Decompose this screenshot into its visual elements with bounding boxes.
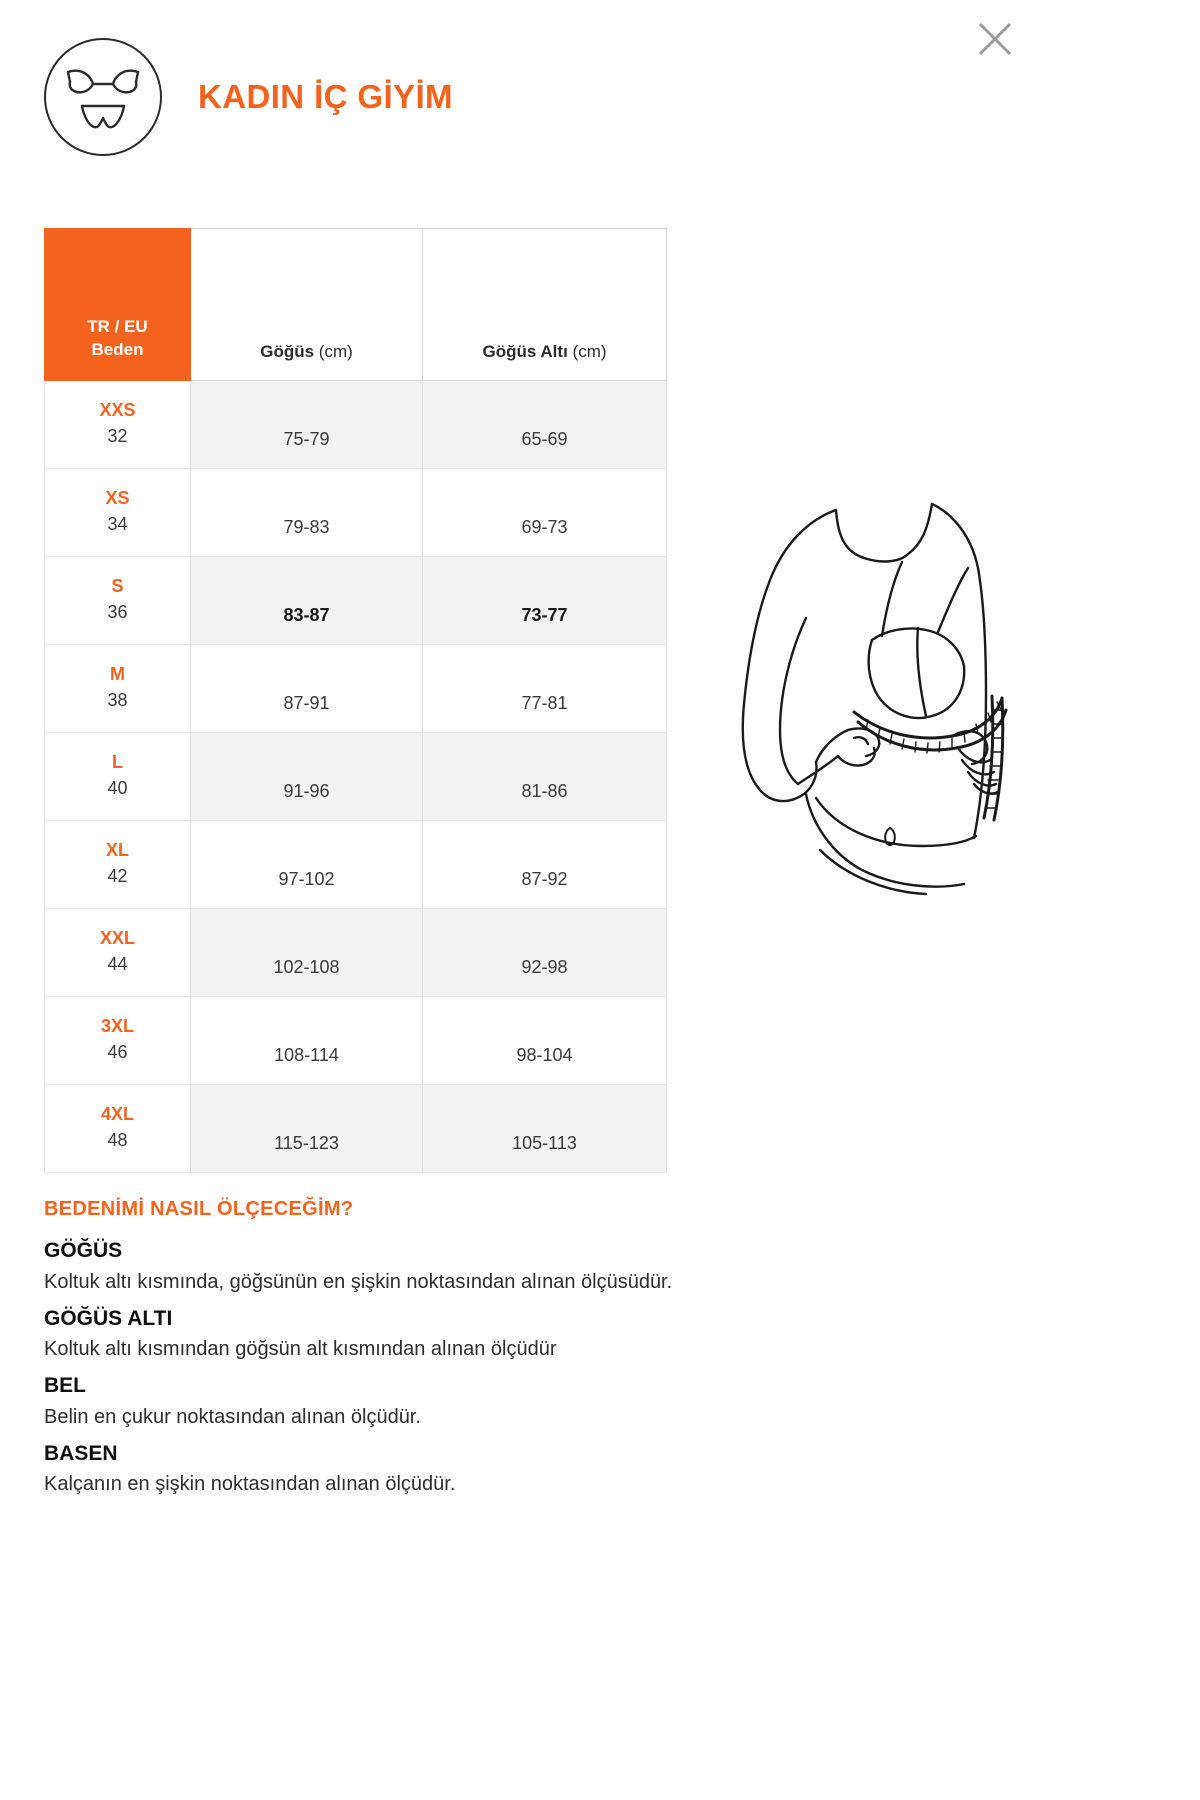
row-underbust: 65-69: [423, 381, 667, 469]
table-row: [45, 1085, 667, 1173]
column-header-underbust-unit: (cm): [572, 342, 607, 361]
row-underbust: 77-81: [423, 645, 667, 733]
row-underbust: 73-77: [423, 557, 667, 645]
row-eu-label: 36: [107, 602, 128, 622]
table-row: [45, 733, 667, 821]
row-eu-label: 40: [107, 778, 128, 798]
row-eu-label: 48: [107, 1130, 128, 1150]
row-chest: 75-79: [191, 381, 423, 469]
row-eu-label: 42: [107, 866, 128, 886]
table-row: [45, 909, 667, 997]
instructions-title: BEDENİMİ NASIL ÖLÇECEĞİM?: [44, 1198, 354, 1220]
row-underbust: 69-73: [423, 469, 667, 557]
row-size: [45, 1085, 191, 1173]
column-header-size: [45, 229, 191, 381]
column-header-chest-label: Göğüs: [260, 342, 315, 361]
instruction-term-waist: BEL: [44, 1374, 86, 1397]
row-eu-label: 38: [107, 690, 128, 710]
row-size: [45, 821, 191, 909]
instruction-desc-underbust: Koltuk altı kısmından göğsün alt kısmından alınan ölçüdür: [44, 1338, 557, 1360]
row-eu-label: 34: [107, 514, 128, 534]
row-underbust: 87-92: [423, 821, 667, 909]
column-header-size-sublabel: Beden: [91, 340, 144, 360]
lingerie-icon: [44, 38, 162, 156]
instruction-desc-waist: Belin en çukur noktasından alınan ölçüdür.: [44, 1405, 421, 1428]
row-size: [45, 733, 191, 821]
table-header-row: [45, 229, 667, 381]
column-header-chest: [191, 229, 423, 381]
row-size-label: L: [112, 751, 123, 772]
row-chest: 108-114: [191, 997, 423, 1085]
instruction-desc-chest: Koltuk altı kısmında, göğsünün en şişkin noktasından alınan ölçüsüdür.: [44, 1270, 673, 1293]
row-underbust: 81-86: [423, 733, 667, 821]
row-size-label: XXL: [99, 927, 135, 948]
row-size: [45, 557, 191, 645]
column-header-underbust-label: Göğüs Altı: [482, 342, 568, 361]
instruction-desc-hip: Kalçanın en şişkin noktasından alınan ölçüdür.: [44, 1473, 456, 1495]
row-size-label: 3XL: [100, 1015, 134, 1036]
table-row: [45, 469, 667, 557]
column-header-size-label: TR / EU: [87, 317, 148, 337]
row-chest: 97-102: [191, 821, 423, 909]
close-icon: [975, 19, 1015, 59]
row-size-label: XXS: [99, 399, 136, 420]
modal-header: [44, 38, 453, 156]
row-size-label: M: [110, 663, 125, 684]
table-row: [45, 381, 667, 469]
row-size: [45, 997, 191, 1085]
column-header-underbust: [423, 229, 667, 381]
close-button[interactable]: [972, 16, 1018, 62]
table-row: [45, 821, 667, 909]
page-title: KADIN İÇ GİYİM: [198, 78, 453, 115]
row-chest: 87-91: [191, 645, 423, 733]
row-size: [45, 469, 191, 557]
row-size-label: XL: [105, 839, 129, 860]
row-underbust: 92-98: [423, 909, 667, 997]
row-underbust: 105-113: [423, 1085, 667, 1173]
instruction-term-chest: GÖĞÜS: [44, 1239, 123, 1262]
row-chest: 83-87: [191, 557, 423, 645]
measurement-instructions: [44, 1198, 984, 1505]
row-eu-label: 44: [107, 954, 128, 974]
row-size-label: 4XL: [100, 1103, 134, 1124]
row-size: [45, 909, 191, 997]
row-size-label: XS: [105, 487, 130, 508]
instruction-term-underbust: GÖĞÜS ALTI: [44, 1306, 173, 1330]
row-chest: 102-108: [191, 909, 423, 997]
row-underbust: 98-104: [423, 997, 667, 1085]
row-size: [45, 645, 191, 733]
row-eu-label: 32: [107, 426, 128, 446]
row-chest: 115-123: [191, 1085, 423, 1173]
row-chest: 79-83: [191, 469, 423, 557]
table-row: [45, 557, 667, 645]
row-size: [45, 381, 191, 469]
row-size-label: S: [111, 575, 124, 596]
table-row: [45, 645, 667, 733]
table-row: [45, 997, 667, 1085]
row-chest: 91-96: [191, 733, 423, 821]
instruction-term-hip: BASEN: [44, 1441, 118, 1465]
bust-measuring-illustration: [686, 498, 1016, 918]
row-eu-label: 46: [107, 1042, 128, 1062]
size-chart-table: [44, 228, 667, 1173]
column-header-chest-unit: (cm): [318, 342, 353, 361]
